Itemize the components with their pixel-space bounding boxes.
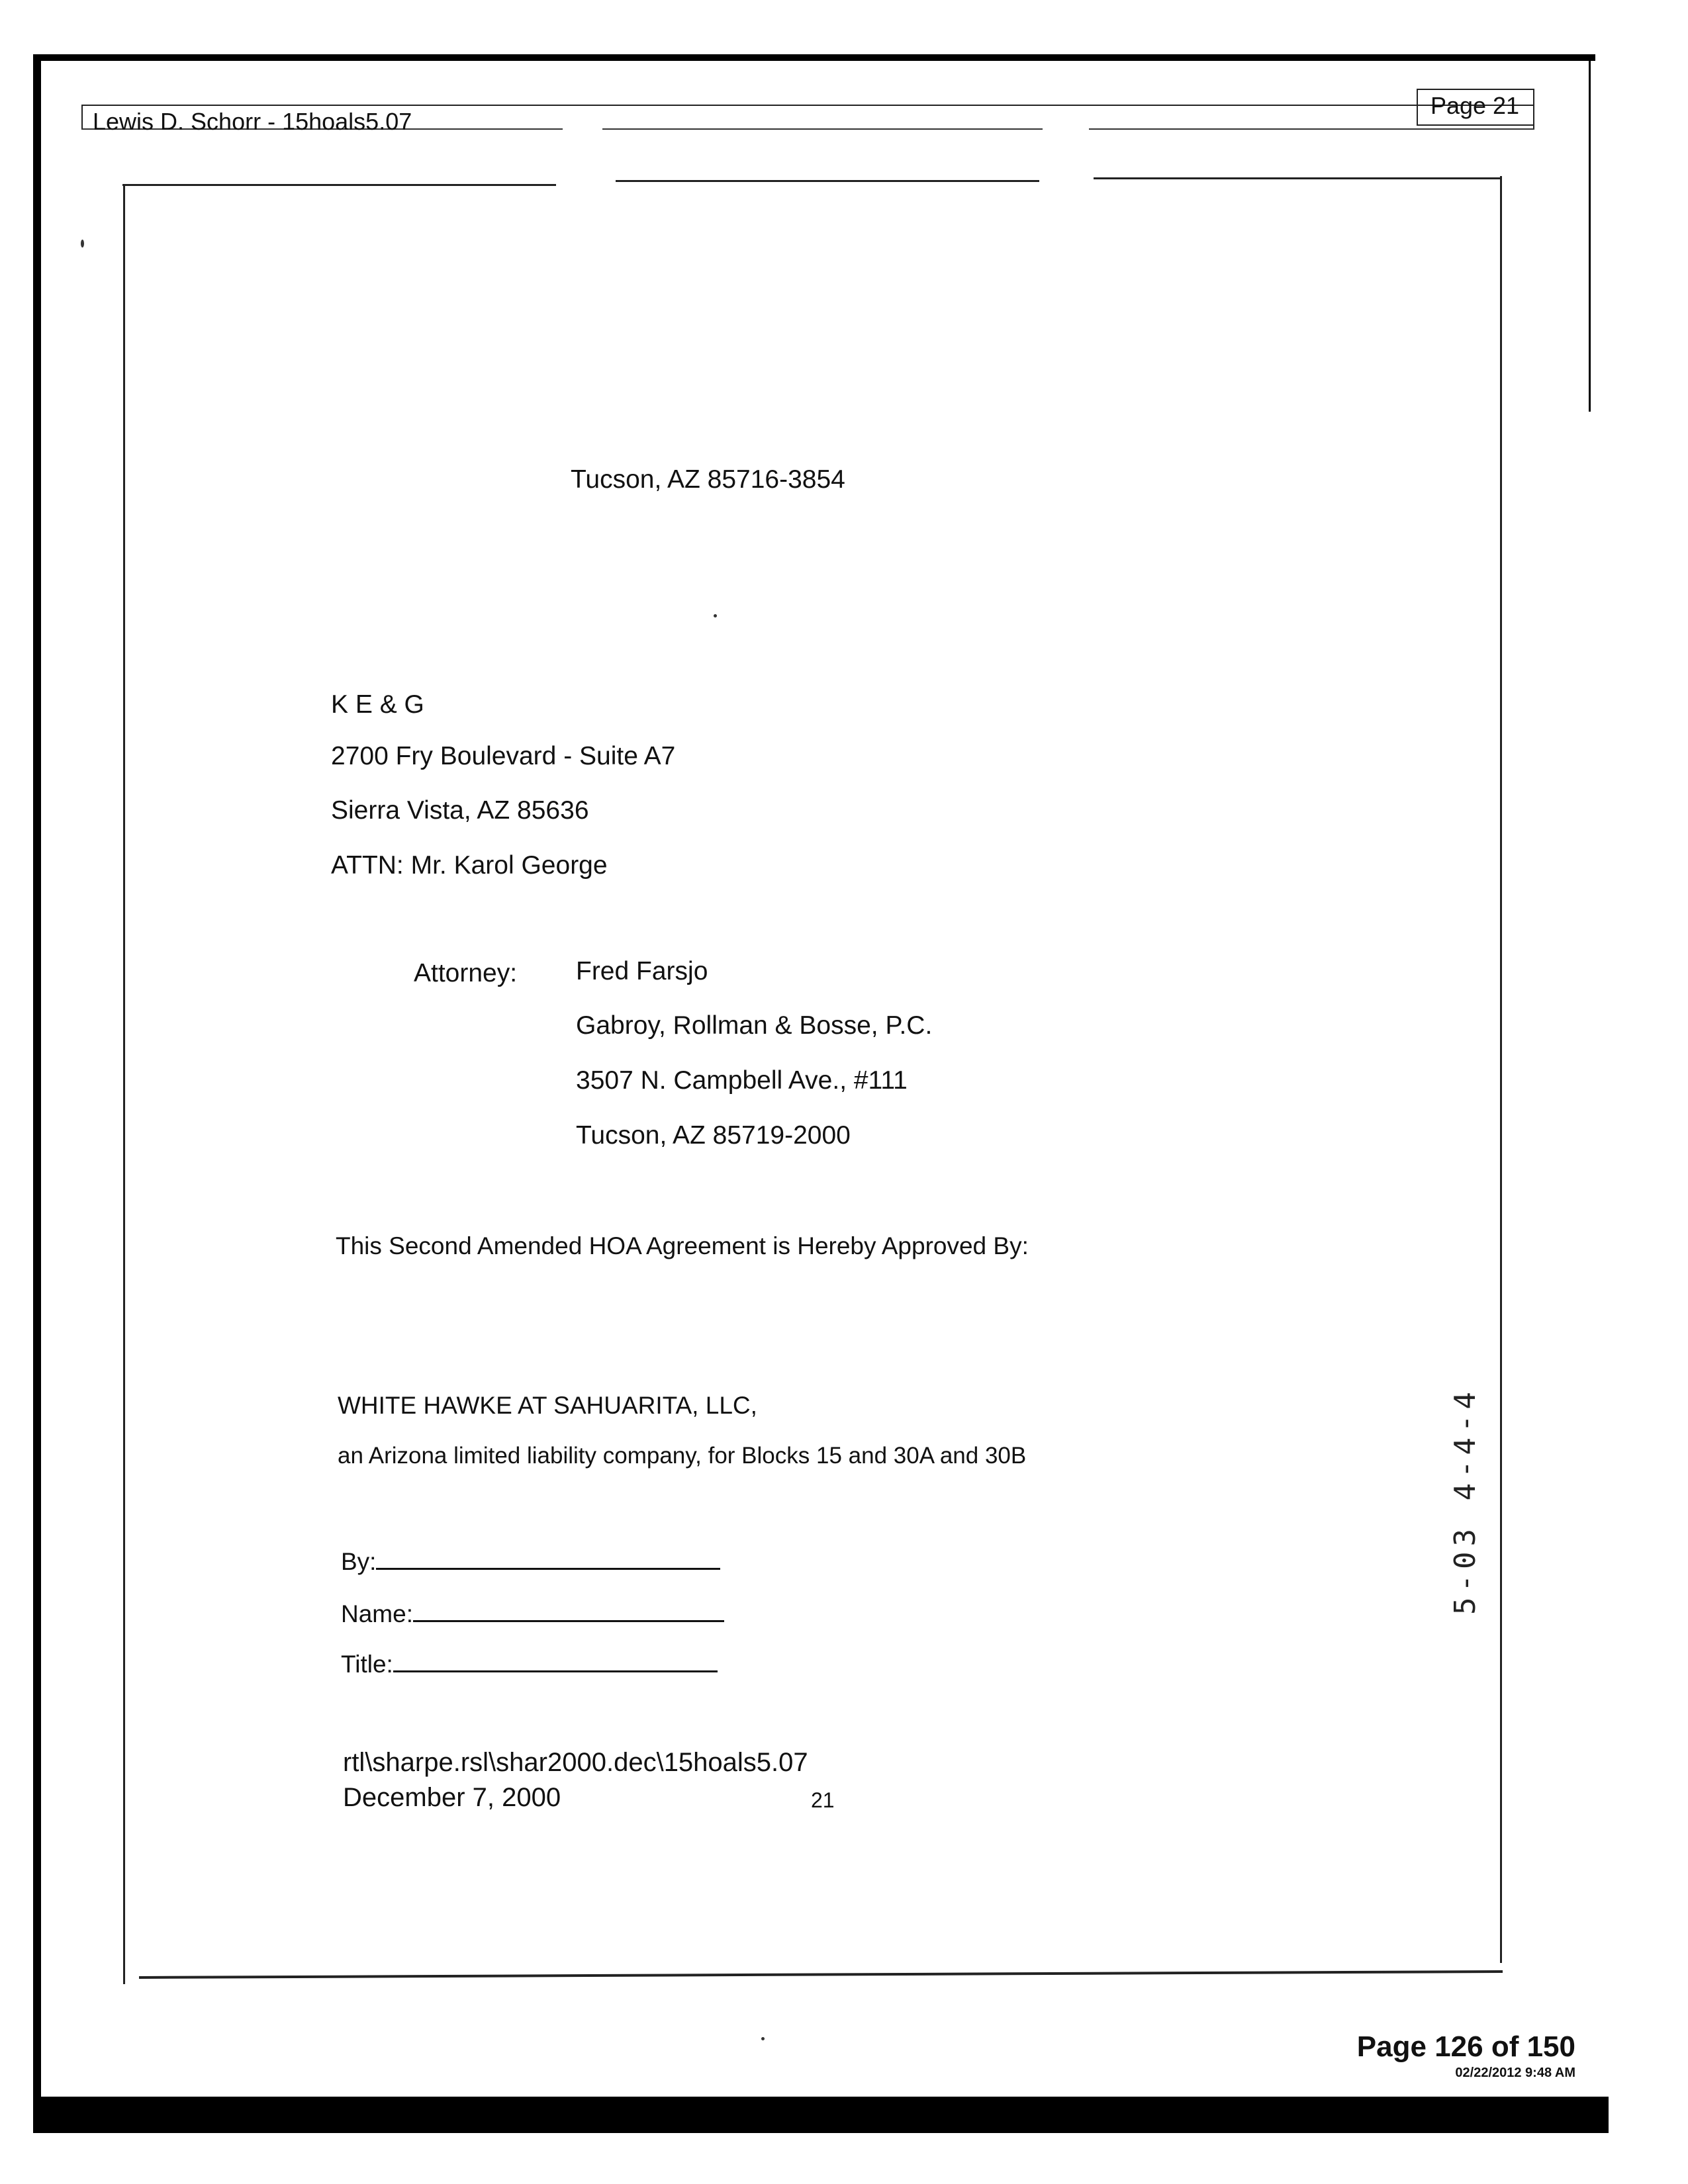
party-name: K E & G xyxy=(331,690,424,719)
inner-frame-top xyxy=(1094,177,1501,179)
signature-title-label: Title: xyxy=(341,1651,393,1678)
header-file-label: Lewis D. Schorr - 15hoals5.07 xyxy=(93,108,412,135)
header-page-label: Page 21 xyxy=(1430,92,1520,119)
footer-page-number: 21 xyxy=(811,1788,835,1812)
attorney-city: Tucson, AZ 85719-2000 xyxy=(576,1121,851,1150)
inner-frame-top xyxy=(616,180,1039,182)
entity-name: WHITE HAWKE AT SAHUARITA, LLC, xyxy=(338,1392,757,1419)
scan-frame-top xyxy=(33,54,1595,61)
inner-frame-top xyxy=(122,184,556,186)
party-city: Sierra Vista, AZ 85636 xyxy=(331,796,589,825)
party-street: 2700 Fry Boulevard - Suite A7 xyxy=(331,742,676,770)
footer-path: rtl\sharpe.rsl\shar2000.dec\15hoals5.07 xyxy=(343,1748,808,1777)
party-attn: ATTN: Mr. Karol George xyxy=(331,851,608,880)
scan-frame-bottom xyxy=(33,2097,1609,2133)
scan-speck xyxy=(761,2037,765,2040)
address-top: Tucson, AZ 85716-3854 xyxy=(571,465,845,494)
side-stamp: 5-03 4-4-4 xyxy=(1448,1387,1482,1615)
header-rule-gap xyxy=(563,124,602,134)
scan-speck xyxy=(714,614,717,617)
attorney-street: 3507 N. Campbell Ave., #111 xyxy=(576,1066,908,1095)
signature-by xyxy=(341,1545,720,1577)
scan-frame-right xyxy=(1589,54,1591,412)
signature-by-line xyxy=(376,1545,720,1570)
signature-name-label: Name: xyxy=(341,1600,413,1627)
print-timestamp: 02/22/2012 9:48 AM xyxy=(1455,2066,1575,2080)
page-count: Page 126 of 150 xyxy=(1356,2030,1575,2063)
approval-text: This Second Amended HOA Agreement is Hereby Approved By: xyxy=(336,1232,1029,1259)
attorney-label: Attorney: xyxy=(414,959,518,987)
scan-frame-left xyxy=(33,54,41,2132)
footer-date: December 7, 2000 xyxy=(343,1783,561,1812)
signature-title-line xyxy=(393,1648,718,1672)
entity-description: an Arizona limited liability company, for Blocks 15 and 30A and 30B xyxy=(338,1443,1027,1469)
inner-frame-left xyxy=(123,184,125,1984)
inner-frame-bottom xyxy=(139,1970,1503,1979)
signature-name xyxy=(341,1598,724,1629)
attorney-name: Fred Farsjo xyxy=(576,957,708,985)
attorney-firm: Gabroy, Rollman & Bosse, P.C. xyxy=(576,1011,933,1040)
inner-frame-right xyxy=(1500,176,1502,1963)
signature-title xyxy=(341,1648,718,1680)
signature-by-label: By: xyxy=(341,1548,377,1575)
header-rule-gap xyxy=(1043,124,1089,134)
scan-speck xyxy=(81,240,84,248)
signature-name-line xyxy=(413,1598,724,1622)
